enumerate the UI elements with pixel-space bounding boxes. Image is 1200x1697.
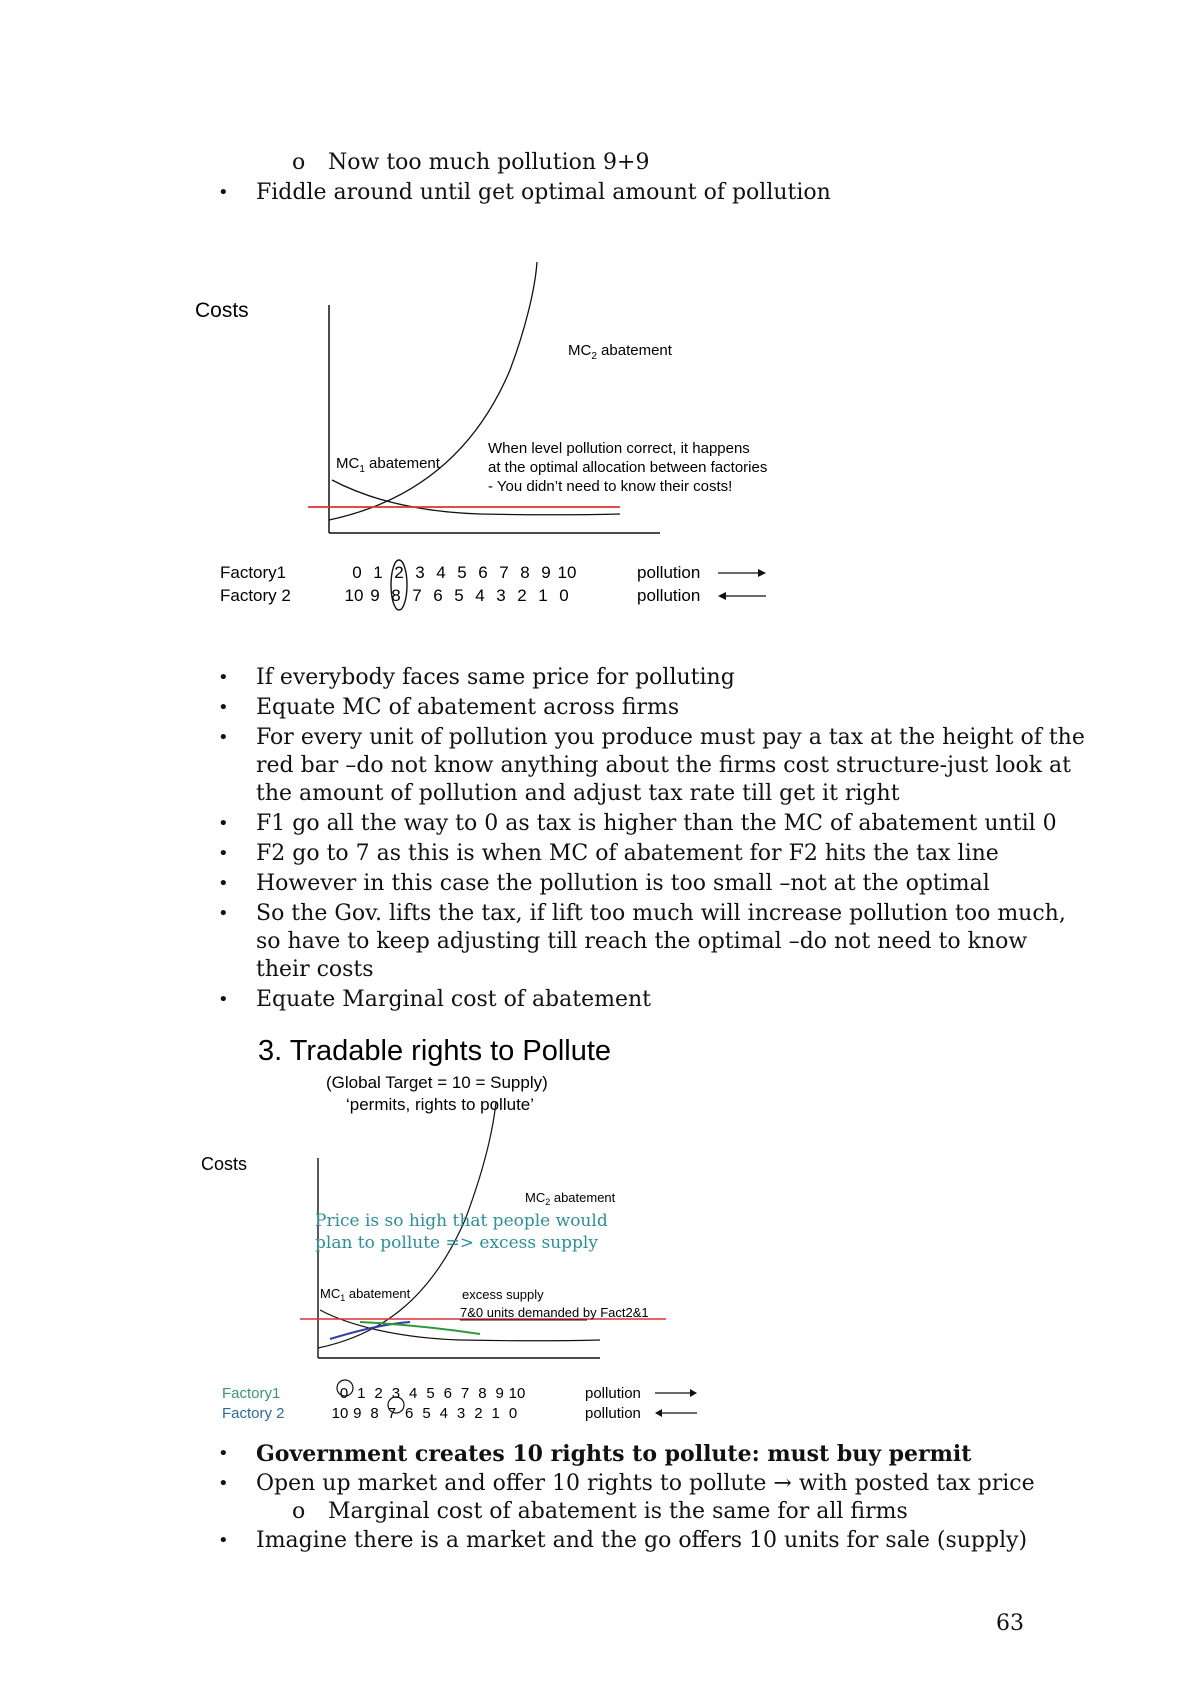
bullet-text: Fiddle around until get optimal amount of pollution <box>256 180 831 205</box>
green-demand-line <box>360 1322 480 1334</box>
pollution-unit: 7 <box>387 1405 397 1422</box>
pollution-unit: 4 <box>475 586 485 605</box>
bullet-text: Equate MC of abatement across firms <box>256 695 680 720</box>
pollution-unit: 5 <box>422 1405 431 1422</box>
bullet-marker: • <box>218 667 229 688</box>
pollution-unit: 3 <box>496 586 506 605</box>
bullet-text: Open up market and offer 10 rights to pollute → with posted tax price <box>256 1471 1035 1496</box>
bullet-text: Equate Marginal cost of abatement <box>256 987 652 1012</box>
figure2-title: 3. Tradable rights to Pollute <box>258 1035 612 1067</box>
mc1-label-2: $MC_1$ abatement <box>320 1286 411 1303</box>
pollution-unit: 3 <box>456 1405 466 1422</box>
pollution-unit: 5 <box>426 1385 435 1402</box>
bullet-text: their costs <box>256 957 374 982</box>
bullet-text-bold: Government creates 10 rights to pollute: must buy permit <box>256 1441 972 1467</box>
pollution-unit: 10 <box>508 1385 526 1402</box>
figure-tradable-rights <box>0 1030 1200 1430</box>
hand-note-2: plan to pollute => excess supply <box>315 1233 598 1253</box>
pollution-unit: 2 <box>394 563 404 582</box>
pollution-unit: 5 <box>457 563 467 582</box>
pollution-unit: 4 <box>436 563 446 582</box>
pollution-unit: 3 <box>415 563 425 582</box>
pollution-unit: 6 <box>405 1405 414 1422</box>
bullet-marker: • <box>218 1473 229 1494</box>
bullet-marker: • <box>218 182 229 203</box>
pollution-unit: 6 <box>478 563 488 582</box>
pollution-unit: 1 <box>491 1405 500 1422</box>
pollution-unit: 6 <box>433 586 443 605</box>
bullet-text: so have to keep adjusting till reach the optimal –do not need to know <box>256 929 1028 954</box>
excess-supply-label: excess supply <box>462 1287 544 1302</box>
sub-bullet-marker: o <box>292 1499 306 1524</box>
pollution-unit: 9 <box>495 1385 504 1402</box>
sub-item-text: Now too much pollution 9+9 <box>328 150 650 175</box>
pollution-unit: 1 <box>538 586 548 605</box>
costs-axis-label: Costs <box>195 299 249 322</box>
bullet-marker: • <box>218 903 229 924</box>
bullet-marker: • <box>218 1530 229 1551</box>
note-line-2: at the optimal allocation between factories <box>488 459 768 476</box>
pollution-unit: 10 <box>331 1405 349 1422</box>
pollution-unit: 7 <box>460 1385 470 1402</box>
pollution-unit: 7 <box>412 586 422 605</box>
pollution-unit: 4 <box>409 1385 418 1402</box>
pollution-unit: 10 <box>344 586 364 605</box>
page-number: 63 <box>996 1611 1024 1636</box>
pollution-label-2b: pollution <box>585 1405 641 1422</box>
bullet-text: For every unit of pollution you produce must pay a tax at the height of the <box>256 725 1085 750</box>
sub-item-text: Marginal cost of abatement is the same for all firms <box>328 1499 908 1524</box>
pollution-unit: 0 <box>508 1405 518 1422</box>
pollution-unit: 3 <box>391 1385 401 1402</box>
pollution-unit: 1 <box>357 1385 366 1402</box>
pollution-unit: 2 <box>517 586 527 605</box>
bullet-marker: • <box>218 843 229 864</box>
pollution-label-2: pollution <box>637 586 701 605</box>
bullet-text: Imagine there is a market and the go offers 10 units for sale (supply) <box>256 1528 1028 1553</box>
note-line-1: When level pollution correct, it happens <box>488 440 750 457</box>
factory2-label: Factory 2 <box>220 586 291 605</box>
pollution-unit: 2 <box>474 1405 483 1422</box>
pollution-unit: 0 <box>339 1385 349 1402</box>
bullet-text: However in this case the pollution is too small –not at the optimal <box>256 871 990 896</box>
pollution-unit: 8 <box>520 563 530 582</box>
pollution-label-2a: pollution <box>585 1385 641 1402</box>
sub-bullet-marker: o <box>292 150 306 175</box>
bullet-text: If everybody faces same price for polluting <box>256 665 735 690</box>
bullet-marker: • <box>218 727 229 748</box>
hand-note-1: Price is so high that people would <box>315 1211 608 1231</box>
pollution-unit: 0 <box>559 586 569 605</box>
bullet-text: So the Gov. lifts the tax, if lift too much will increase pollution too much, <box>256 901 1066 926</box>
mc2-label: $MC_2$ abatement <box>568 342 672 362</box>
bullet-text: F2 go to 7 as this is when MC of abatement for F2 hits the tax line <box>256 841 999 866</box>
pollution-unit: 5 <box>454 586 464 605</box>
pollution-unit: 8 <box>478 1385 487 1402</box>
figure-abatement-tax <box>0 250 1200 670</box>
bullet-marker: • <box>218 697 229 718</box>
bullet-marker: • <box>218 1443 229 1464</box>
pollution-unit: 9 <box>370 586 380 605</box>
bullet-marker: • <box>218 989 229 1010</box>
pollution-unit: 8 <box>370 1405 379 1422</box>
pollution-label-1: pollution <box>637 563 701 582</box>
pollution-unit: 0 <box>352 563 362 582</box>
pollution-unit: 2 <box>374 1385 383 1402</box>
factory2-values-2 <box>332 1405 518 1422</box>
factory1-label: Factory1 <box>220 563 287 582</box>
mc2-label-2: $MC_2$ abatement <box>525 1190 616 1207</box>
factory1-values-2 <box>340 1385 526 1402</box>
mc1-label: $MC_1$ abatement <box>336 455 440 475</box>
bullet-text: F1 go all the way to 0 as tax is higher than the MC of abatement until 0 <box>256 811 1057 836</box>
pollution-unit: 8 <box>391 586 401 605</box>
factory2-label-2: Factory 2 <box>222 1405 285 1422</box>
pollution-unit: 10 <box>557 563 577 582</box>
pollution-unit: 9 <box>541 563 551 582</box>
factory1-values <box>352 563 576 582</box>
figure2-subtitle-1: (Global Target = 10 = Supply) <box>326 1073 548 1092</box>
bullet-marker: • <box>218 873 229 894</box>
factory2-values <box>345 586 569 605</box>
pollution-unit: 7 <box>499 563 509 582</box>
pollution-unit: 6 <box>443 1385 452 1402</box>
pollution-unit: 1 <box>373 563 383 582</box>
figure2-subtitle-2: ‘permits, rights to pollute’ <box>346 1095 535 1114</box>
bullet-text: red bar –do not know anything about the firms cost structure-just look at <box>256 753 1071 778</box>
factory1-label-2: Factory1 <box>222 1385 281 1402</box>
note-line-3: - You didn’t need to know their costs! <box>488 478 733 495</box>
pollution-unit: 9 <box>353 1405 362 1422</box>
demand-label: 7&0 units demanded by Fact2&1 <box>460 1305 649 1320</box>
costs-axis-label-2: Costs <box>201 1154 248 1174</box>
pollution-unit: 4 <box>439 1405 448 1422</box>
bullet-marker: • <box>218 813 229 834</box>
bullet-text: the amount of pollution and adjust tax rate till get it right <box>256 781 900 806</box>
